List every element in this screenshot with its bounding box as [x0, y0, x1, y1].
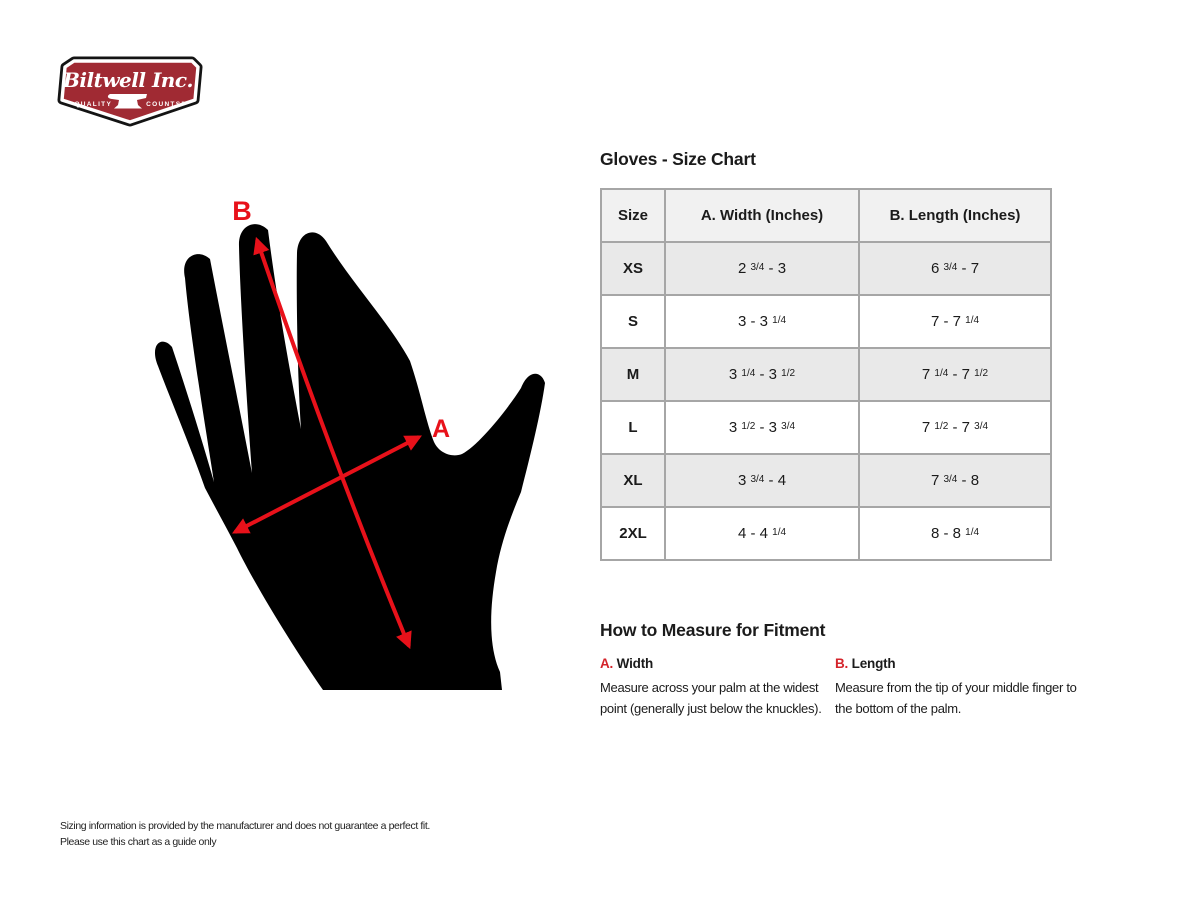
logo-brand-text: Biltwell Inc. [63, 68, 193, 92]
fraction: 1/2 [741, 421, 756, 432]
fraction: 3/4 [974, 421, 989, 432]
fraction: 3/4 [943, 474, 958, 485]
howto-width [600, 653, 836, 719]
length-cell: 6 $^{3/4}$ - 7 [859, 242, 1051, 295]
howto-width-text: Measure across your palm at the widest point (generally just below the knuckles). [600, 680, 822, 716]
howto-length-name: Length [851, 656, 896, 671]
size-chart-title: Gloves - Size Chart [600, 149, 756, 169]
length-cell: 7 $^{1/2}$ - 7 $^{3/4}$ [859, 401, 1051, 454]
column-header-2: B. Length (Inches) [859, 189, 1051, 242]
fraction: 1/4 [934, 368, 949, 379]
width-cell: 3 $^{1/2}$ - 3 $^{3/4}$ [665, 401, 859, 454]
howto-width-letter: A. [600, 656, 614, 671]
column-header-0: Size [601, 189, 665, 242]
size-cell: L [601, 401, 665, 454]
size-cell: S [601, 295, 665, 348]
width-cell: 4 - 4 $^{1/4}$ [665, 507, 859, 560]
table-row [601, 348, 1051, 401]
howto-width-name: Width [616, 656, 654, 671]
table-row [601, 401, 1051, 454]
table-row [601, 507, 1051, 560]
biltwell-logo [54, 53, 203, 127]
footer-line-1: Sizing information is provided by the manufacturer and does not guarantee a perfect fit. [60, 820, 430, 832]
hand-silhouette [155, 224, 545, 690]
width-cell: 3 $^{3/4}$ - 4 [665, 454, 859, 507]
fraction: 1/4 [965, 527, 980, 538]
size-cell: XS [601, 242, 665, 295]
size-cell: 2XL [601, 507, 665, 560]
length-cell: 8 - 8 $^{1/4}$ [859, 507, 1051, 560]
column-header-1: A. Width (Inches) [665, 189, 859, 242]
fraction: 3/4 [750, 262, 765, 273]
length-cell: 7 - 7 $^{1/4}$ [859, 295, 1051, 348]
size-cell: XL [601, 454, 665, 507]
fraction: 1/4 [772, 527, 787, 538]
length-cell: 7 $^{1/4}$ - 7 $^{1/2}$ [859, 348, 1051, 401]
width-cell: 3 - 3 $^{1/4}$ [665, 295, 859, 348]
footer-line-2: Please use this chart as a guide only [60, 836, 217, 848]
fraction: 1/2 [974, 368, 989, 379]
howto-title: How to Measure for Fitment [600, 620, 826, 640]
fraction: 1/4 [741, 368, 756, 379]
size-chart-table [600, 188, 1052, 561]
howto-width-heading [600, 653, 836, 674]
width-cell: 2 $^{3/4}$ - 3 [665, 242, 859, 295]
howto-length [835, 653, 1083, 719]
fraction: 3/4 [781, 421, 796, 432]
fraction: 3/4 [943, 262, 958, 273]
label-a: A [431, 415, 451, 443]
label-b: B [232, 196, 252, 226]
fraction: 3/4 [750, 474, 765, 485]
table-row [601, 454, 1051, 507]
logo-tagline-left: “QUALITY [69, 101, 113, 108]
table-row [601, 295, 1051, 348]
howto-length-text: Measure from the tip of your middle finger to the bottom of the palm. [835, 680, 1077, 716]
fraction: 1/4 [965, 315, 980, 326]
fraction: 1/2 [934, 421, 949, 432]
header-row [601, 189, 1051, 242]
length-cell: 7 $^{3/4}$ - 8 [859, 454, 1051, 507]
footer-note [60, 818, 430, 850]
size-cell: M [601, 348, 665, 401]
logo-tagline-right: COUNTS” [146, 101, 186, 108]
table-row [601, 242, 1051, 295]
howto-length-letter: B. [835, 656, 849, 671]
width-cell: 3 $^{1/4}$ - 3 $^{1/2}$ [665, 348, 859, 401]
fraction: 1/4 [772, 315, 787, 326]
howto-length-heading [835, 653, 1083, 674]
fraction: 1/2 [781, 368, 796, 379]
hand-diagram [145, 195, 560, 700]
